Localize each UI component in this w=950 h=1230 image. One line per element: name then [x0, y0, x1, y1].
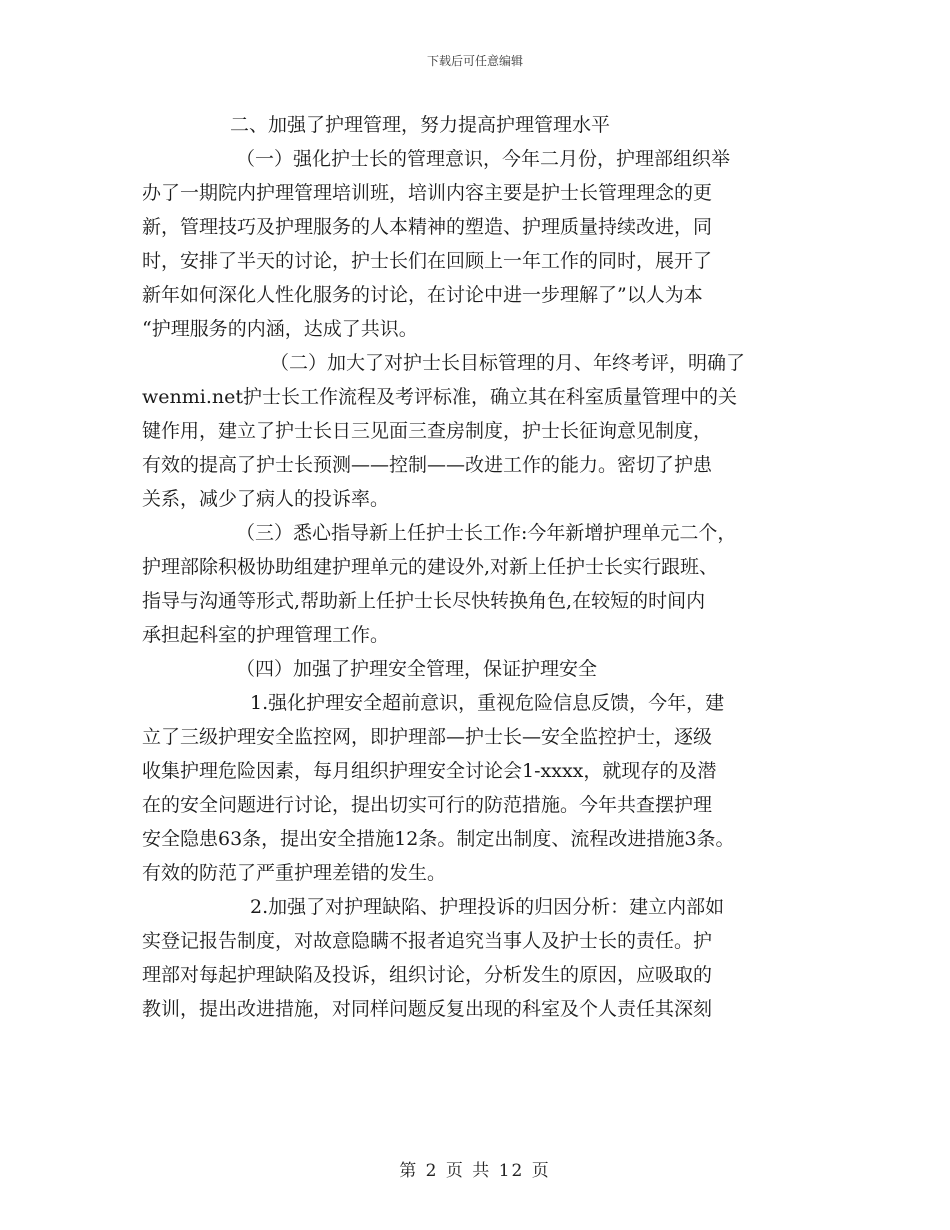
paragraph-line: （一）强化护士长的管理意识，今年二月份，护理部组织举	[236, 148, 731, 170]
paragraph-line: 1.强化护理安全超前意识，重视危险信息反馈，今年，建	[250, 692, 725, 714]
paragraph-line: 教训，提出改进措施，对同样问题反复出现的科室及个人责任其深刻	[142, 998, 713, 1020]
paragraph-line: 实登记报告制度，对故意隐瞒不报者追究当事人及护士长的责任。护	[142, 930, 713, 952]
paragraph-line: 承担起科室的护理管理工作。	[142, 624, 390, 646]
paragraph-line: 有效的防范了严重护理差错的发生。	[142, 862, 447, 884]
paragraph-line: 指导与沟通等形式,帮助新上任护士长尽快转换角色,在较短的时间内	[142, 590, 706, 612]
paragraph-line: 2.加强了对护理缺陷、护理投诉的归因分析：建立内部如	[250, 896, 725, 918]
paragraph-line: 安全隐患63条，提出安全措施12条。制定出制度、流程改进措施3条。	[142, 828, 735, 850]
paragraph-line: （四）加强了护理安全管理，保证护理安全	[236, 658, 598, 680]
paragraph-line: 键作用，建立了护士长日三见面三查房制度，护士长征询意见制度，	[142, 420, 713, 442]
paragraph-line: 立了三级护理安全监控网，即护理部—护士长—安全监控护士，逐级	[142, 726, 713, 748]
paragraph-line: “护理服务的内涵，达成了共识。	[142, 318, 418, 340]
page-footer: 第 2 页 共 12 页	[399, 1161, 551, 1181]
paragraph-line: 理部对每起护理缺陷及投诉，组织讨论，分析发生的原因，应吸取的	[142, 964, 713, 986]
paragraph-line: 新，管理技巧及护理服务的人本精神的塑造、护理质量持续改进，同	[142, 216, 713, 238]
paragraph-line: 有效的提高了护士长预测——控制——改进工作的能力。密切了护患	[142, 454, 713, 476]
paragraph-line: 新年如何深化人性化服务的讨论，在讨论中进一步理解了”以人为本	[142, 284, 703, 306]
paragraph-line: 办了一期院内护理管理培训班，培训内容主要是护士长管理理念的更	[142, 182, 713, 204]
paragraph-line: wenmi.net护士长工作流程及考评标准，确立其在科室质量管理中的关	[142, 386, 737, 408]
paragraph-line: （三）悉心指导新上任护士长工作:今年新增护理单元二个，	[236, 522, 737, 544]
paragraph-line: （二）加大了对护士长目标管理的月、年终考评，明确了	[270, 352, 746, 374]
section-heading: 二、加强了护理管理，努力提高护理管理水平	[230, 114, 611, 136]
page-header: 下载后可任意编辑	[426, 54, 523, 68]
document-body	[142, 108, 822, 1026]
paragraph-line: 在的安全问题进行讨论，提出切实可行的防范措施。今年共查摆护理	[142, 794, 713, 816]
paragraph-line: 时，安排了半天的讨论，护士长们在回顾上一年工作的同时，展开了	[142, 250, 713, 272]
paragraph-line: 护理部除积极协助组建护理单元的建设外,对新上任护士长实行跟班、	[142, 556, 719, 578]
paragraph-line: 收集护理危险因素，每月组织护理安全讨论会1-xxxx，就现存的及潜	[142, 760, 717, 782]
paragraph-line: 关系，减少了病人的投诉率。	[142, 488, 390, 510]
